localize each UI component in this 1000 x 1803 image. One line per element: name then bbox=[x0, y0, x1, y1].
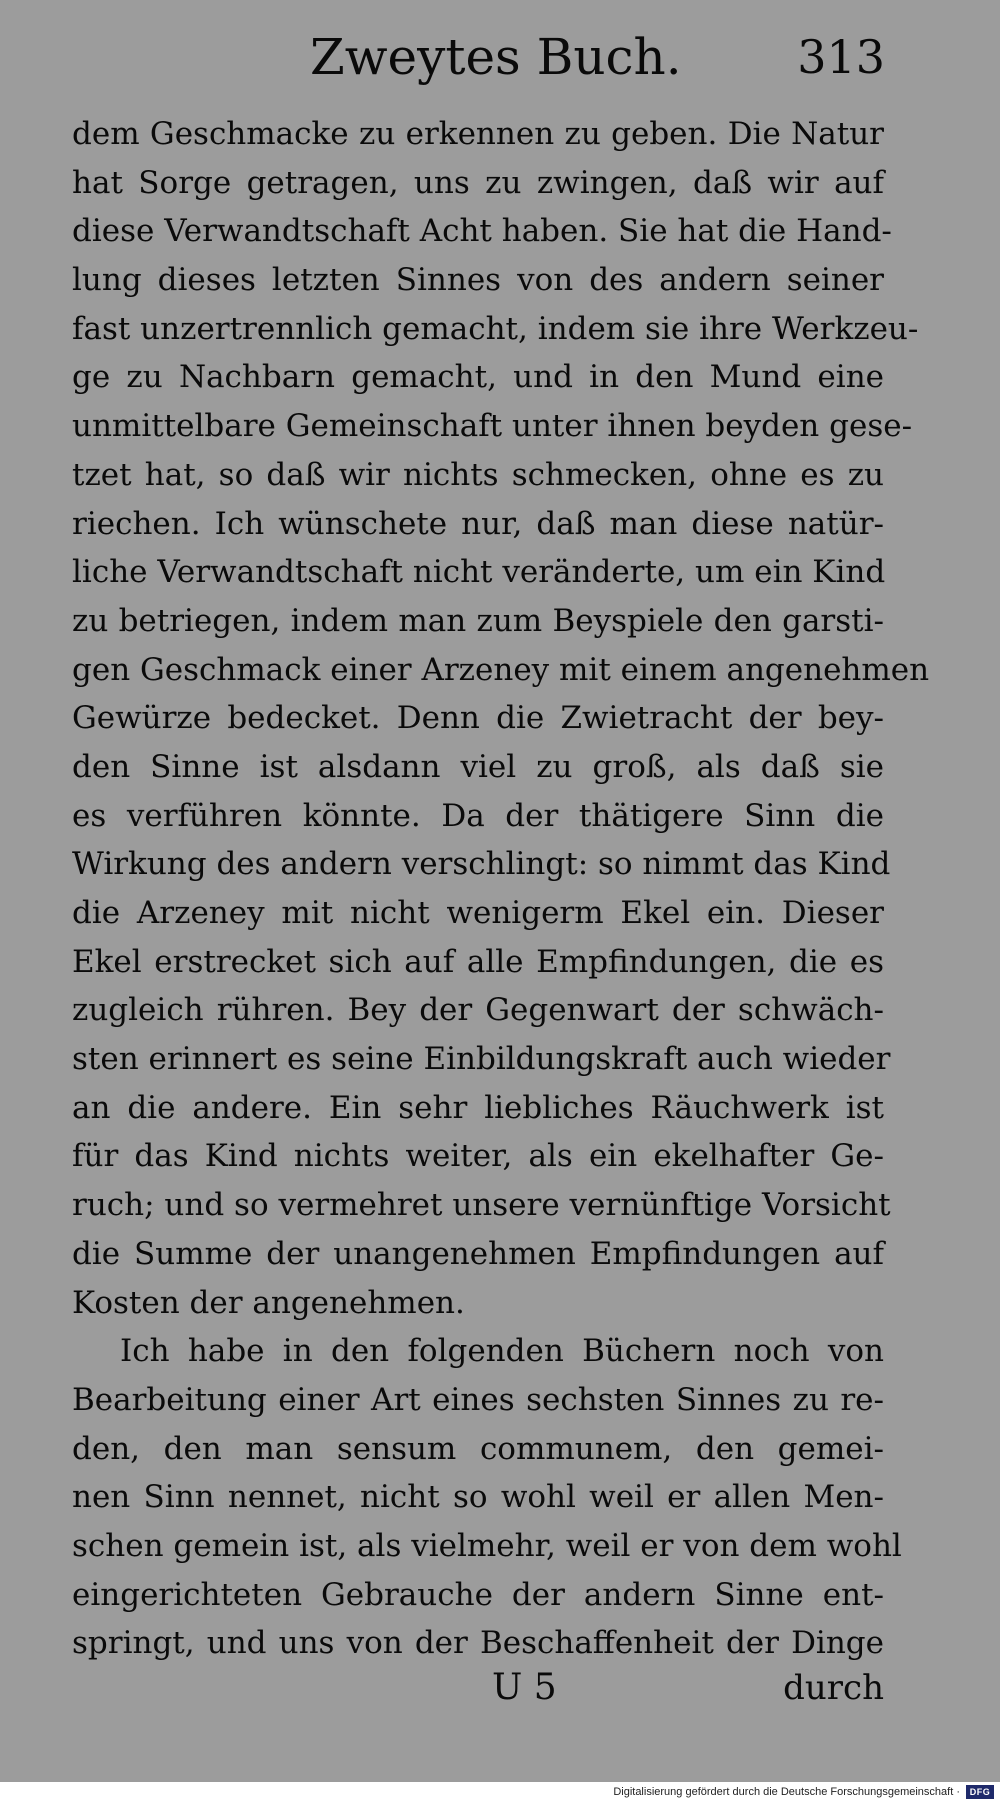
text-line: eingerichteten Gebrauche der andern Sinne ent- bbox=[72, 1576, 884, 1613]
page-footer bbox=[72, 1660, 884, 1716]
text-line: Bearbeitung einer Art eines sechsten Sinnes zu re- bbox=[72, 1381, 884, 1418]
paragraph-end-line: Kosten der angenehmen. bbox=[72, 1284, 465, 1321]
text-line: Gewürze bedecket. Denn die Zwietracht der bey- bbox=[72, 700, 884, 737]
text-line: diese Verwandtschaft Acht haben. Sie hat die Hand- bbox=[72, 213, 892, 250]
text-line: zugleich rühren. Bey der Gegenwart der schwäch- bbox=[72, 992, 884, 1029]
text-line: lung dieses letzten Sinnes von des andern seiner bbox=[72, 262, 884, 299]
paragraph-start-line: Ich habe in den folgenden Büchern noch von bbox=[120, 1333, 884, 1370]
text-line: es verführen könnte. Da der thätigere Sinn die bbox=[72, 797, 884, 834]
text-line: die Summe der unangenehmen Empfindungen auf bbox=[72, 1235, 884, 1272]
text-line: an die andere. Ein sehr liebliches Räuchwerk ist bbox=[72, 1089, 884, 1126]
text-line: nen Sinn nennet, nicht so wohl weil er allen Men- bbox=[72, 1479, 884, 1516]
text-line: dem Geschmacke zu erkennen zu geben. Die Natur bbox=[72, 116, 884, 152]
text-line: sten erinnert es seine Einbildungskraft auch wieder bbox=[72, 1041, 891, 1078]
text-line: fast unzertrennlich gemacht, indem sie ihre Werkzeu- bbox=[72, 310, 919, 347]
text-line: schen gemein ist, als vielmehr, weil er von dem wohl bbox=[72, 1527, 902, 1564]
text-line: ruch; und so vermehret unsere vernünftige Vorsicht bbox=[72, 1187, 891, 1224]
page-number: 313 bbox=[797, 30, 885, 84]
digitization-credit-bar bbox=[0, 1782, 1000, 1803]
text-line: den Sinne ist alsdann viel zu groß, als daß sie bbox=[72, 748, 884, 785]
text-line: den, den man sensum communem, den gemei- bbox=[72, 1430, 884, 1467]
text-line: springt, und uns von der Beschaffenheit der Dinge bbox=[72, 1625, 884, 1662]
text-line: gen Geschmack einer Arzeney mit einem angenehmen bbox=[72, 651, 930, 688]
text-line: hat Sorge getragen, uns zu zwingen, daß wir auf bbox=[72, 164, 884, 201]
dfg-logo: DFG bbox=[966, 1785, 994, 1799]
text-line: ge zu Nachbarn gemacht, und in den Mund eine bbox=[72, 359, 884, 396]
text-line: Ekel erstrecket sich auf alle Empfindungen, die es bbox=[72, 943, 884, 980]
text-line: tzet hat, so daß wir nichts schmecken, ohne es zu bbox=[72, 456, 884, 493]
page-header bbox=[70, 22, 885, 92]
text-line: für das Kind nichts weiter, als ein ekelhafter Ge- bbox=[72, 1138, 884, 1175]
digitization-credit: Digitalisierung gefördert durch die Deutsche Forschungsgemeinschaft · bbox=[613, 1786, 960, 1798]
text-line: die Arzeney mit nicht wenigerm Ekel ein. Dieser bbox=[72, 895, 884, 931]
text-line: liche Verwandtschaft nicht veränderte, um ein Kind bbox=[72, 554, 886, 591]
text-line: Wirkung des andern verschlingt: so nimmt das Kind bbox=[72, 846, 891, 883]
text-line: unmittelbare Gemeinschaft unter ihnen beyden gese- bbox=[72, 408, 913, 445]
body-text bbox=[72, 110, 930, 1668]
catchword: durch bbox=[783, 1668, 884, 1708]
text-line: zu betriegen, indem man zum Beyspiele den garsti- bbox=[72, 602, 884, 639]
text-line: riechen. Ich wünschete nur, daß man diese natür- bbox=[72, 505, 884, 542]
running-head: Zweytes Buch. bbox=[310, 28, 682, 86]
signature-mark: U 5 bbox=[492, 1667, 557, 1708]
